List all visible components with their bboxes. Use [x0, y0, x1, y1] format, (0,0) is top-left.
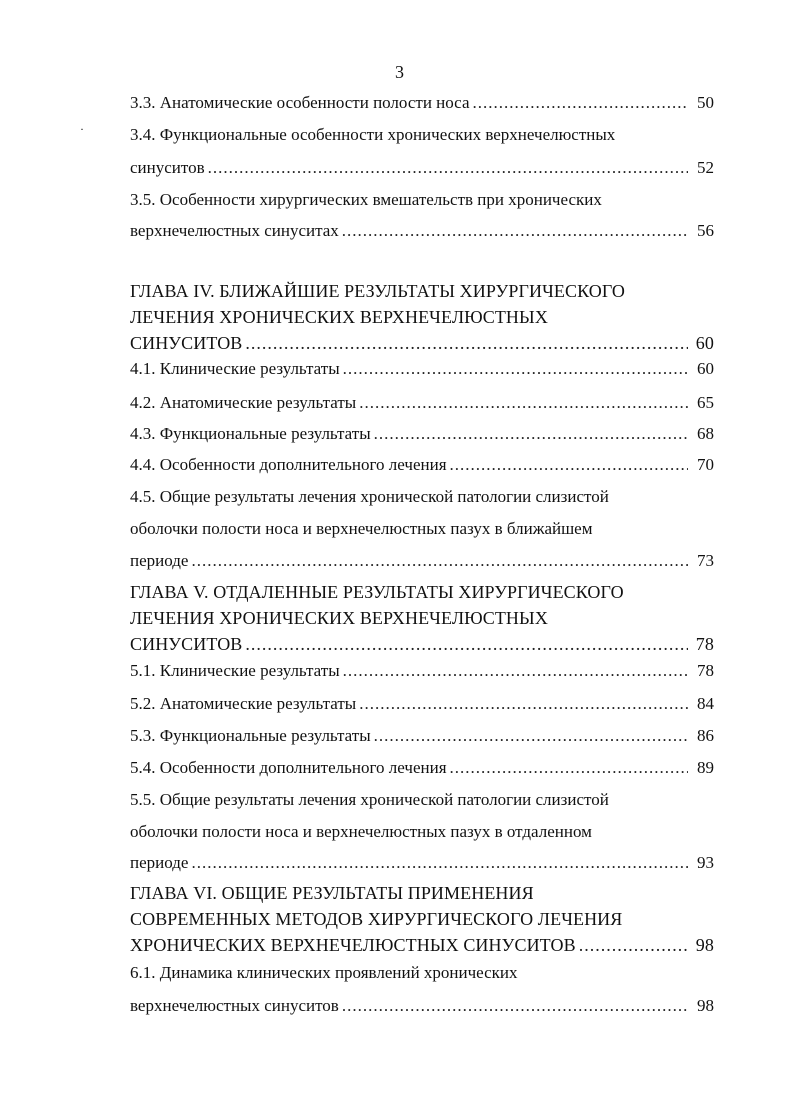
dot-leader	[191, 550, 688, 572]
chapter-6-heading-line2	[130, 908, 714, 930]
toc-entry-5-1	[130, 660, 714, 682]
chapter-6-heading-line3	[130, 934, 714, 956]
dot-leader	[359, 693, 688, 715]
toc-entry-text: 4.5. Общие результаты лечения хронической патологии слизистой	[130, 487, 609, 506]
toc-entry-5-5-line1	[130, 789, 714, 811]
dot-leader	[579, 934, 688, 956]
dot-leader	[245, 633, 688, 655]
dot-leader	[208, 157, 688, 179]
dot-leader	[450, 454, 688, 476]
dot-leader	[342, 220, 688, 242]
toc-entry-5-5-line2	[130, 821, 714, 843]
stray-mark: ·	[80, 122, 84, 136]
toc-entry-page: 98	[697, 996, 714, 1015]
toc-entry-page: 60	[697, 359, 714, 378]
dot-leader	[450, 757, 688, 779]
toc-entry-page: 70	[697, 455, 714, 474]
toc-entry-text: 4.1. Клинические результаты	[130, 359, 340, 378]
toc-entry-5-3	[130, 725, 714, 747]
toc-entry-text: 5.5. Общие результаты лечения хронической патологии слизистой	[130, 790, 609, 809]
chapter-5-heading-line3	[130, 633, 714, 655]
toc-entry-page: 65	[697, 393, 714, 412]
toc-entry-text: 5.3. Функциональные результаты	[130, 726, 371, 745]
toc-entry-page: 86	[697, 726, 714, 745]
toc-entry-4-5-line1	[130, 486, 714, 508]
toc-entry-4-5-line3	[130, 550, 714, 572]
toc-entry-text: периоде	[130, 853, 189, 872]
chapter-4-heading-line3	[130, 332, 714, 354]
chapter-4-heading-line2	[130, 306, 714, 328]
toc-entry-page: 84	[697, 694, 714, 713]
toc-entry-3-5-line1	[130, 189, 714, 211]
toc-entry-page: 73	[697, 551, 714, 570]
chapter-5-heading-line1	[130, 581, 714, 603]
toc-entry-text: 5.4. Особенности дополнительного лечения	[130, 758, 447, 777]
toc-entry-6-1-line2	[130, 995, 714, 1017]
toc-entry-5-2	[130, 693, 714, 715]
toc-entry-text: периоде	[130, 551, 189, 570]
toc-entry-text: 3.5. Особенности хирургических вмешательств при хронических	[130, 190, 602, 209]
dot-leader	[343, 660, 688, 682]
toc-entry-page: 52	[697, 158, 714, 177]
toc-entry-text: СИНУСИТОВ	[130, 333, 243, 353]
dot-leader	[191, 852, 688, 874]
toc-entry-4-3	[130, 423, 714, 445]
toc-entry-page: 98	[695, 935, 714, 955]
toc-entry-text: СОВРЕМЕННЫХ МЕТОДОВ ХИРУРГИЧЕСКОГО ЛЕЧЕНИЯ	[130, 909, 623, 929]
toc-entry-text: оболочки полости носа и верхнечелюстных пазух в отдаленном	[130, 822, 592, 841]
dot-leader	[343, 358, 688, 380]
toc-entry-page: 89	[697, 758, 714, 777]
toc-entry-text: верхнечелюстных синуситах	[130, 221, 339, 240]
toc-entry-page: 50	[697, 93, 714, 112]
page-number: 3	[395, 62, 404, 82]
toc-entry-6-1-line1	[130, 962, 714, 984]
dot-leader	[342, 995, 688, 1017]
dot-leader	[374, 725, 688, 747]
toc-entry-3-4-line2	[130, 157, 714, 179]
toc-entry-page: 68	[697, 424, 714, 443]
toc-entry-3-5-line2	[130, 220, 714, 242]
toc-entry-text: верхнечелюстных синуситов	[130, 996, 339, 1015]
toc-entry-text: ГЛАВА IV. БЛИЖАЙШИЕ РЕЗУЛЬТАТЫ ХИРУРГИЧЕСКОГО	[130, 281, 626, 301]
toc-entry-text: 3.3. Анатомические особенности полости носа	[130, 93, 470, 112]
chapter-4-heading-line1	[130, 280, 714, 302]
toc-entry-text: синуситов	[130, 158, 205, 177]
toc-entry-text: оболочки полости носа и верхнечелюстных пазух в ближайшем	[130, 519, 593, 538]
toc-entry-page: 78	[695, 634, 714, 654]
toc-entry-text: 4.3. Функциональные результаты	[130, 424, 371, 443]
toc-entry-text: 6.1. Динамика клинических проявлений хронических	[130, 963, 518, 982]
toc-entry-text: ЛЕЧЕНИЯ ХРОНИЧЕСКИХ ВЕРХНЕЧЕЛЮСТНЫХ	[130, 608, 548, 628]
toc-entry-3-4-line1	[130, 124, 714, 146]
toc-entry-page: 78	[697, 661, 714, 680]
toc-entry-page: 60	[695, 333, 714, 353]
toc-entry-text: ГЛАВА VI. ОБЩИЕ РЕЗУЛЬТАТЫ ПРИМЕНЕНИЯ	[130, 883, 534, 903]
toc-entry-4-1	[130, 358, 714, 380]
toc-entry-4-4	[130, 454, 714, 476]
toc-entry-text: 3.4. Функциональные особенности хронических верхнечелюстных	[130, 125, 616, 144]
toc-entry-4-2	[130, 392, 714, 414]
dot-leader	[473, 92, 689, 114]
toc-entry-text: ХРОНИЧЕСКИХ ВЕРХНЕЧЕЛЮСТНЫХ СИНУСИТОВ	[130, 935, 576, 955]
toc-entry-5-4	[130, 757, 714, 779]
toc-entry-page: 93	[697, 853, 714, 872]
toc-entry-5-5-line3	[130, 852, 714, 874]
dot-leader	[359, 392, 688, 414]
toc-entry-text: 5.1. Клинические результаты	[130, 661, 340, 680]
toc-entry-text: СИНУСИТОВ	[130, 634, 243, 654]
toc-entry-text: ЛЕЧЕНИЯ ХРОНИЧЕСКИХ ВЕРХНЕЧЕЛЮСТНЫХ	[130, 307, 548, 327]
dot-leader	[374, 423, 688, 445]
toc-entry-text: 5.2. Анатомические результаты	[130, 694, 357, 713]
chapter-6-heading-line1	[130, 882, 714, 904]
toc-entry-4-5-line2	[130, 518, 714, 540]
toc-entry-text: ГЛАВА V. ОТДАЛЕННЫЕ РЕЗУЛЬТАТЫ ХИРУРГИЧЕСКОГО	[130, 582, 624, 602]
chapter-5-heading-line2	[130, 607, 714, 629]
toc-entry-3-3	[130, 92, 714, 114]
dot-leader	[245, 332, 688, 354]
toc-entry-text: 4.4. Особенности дополнительного лечения	[130, 455, 447, 474]
toc-entry-page: 56	[697, 221, 714, 240]
toc-entry-text: 4.2. Анатомические результаты	[130, 393, 357, 412]
